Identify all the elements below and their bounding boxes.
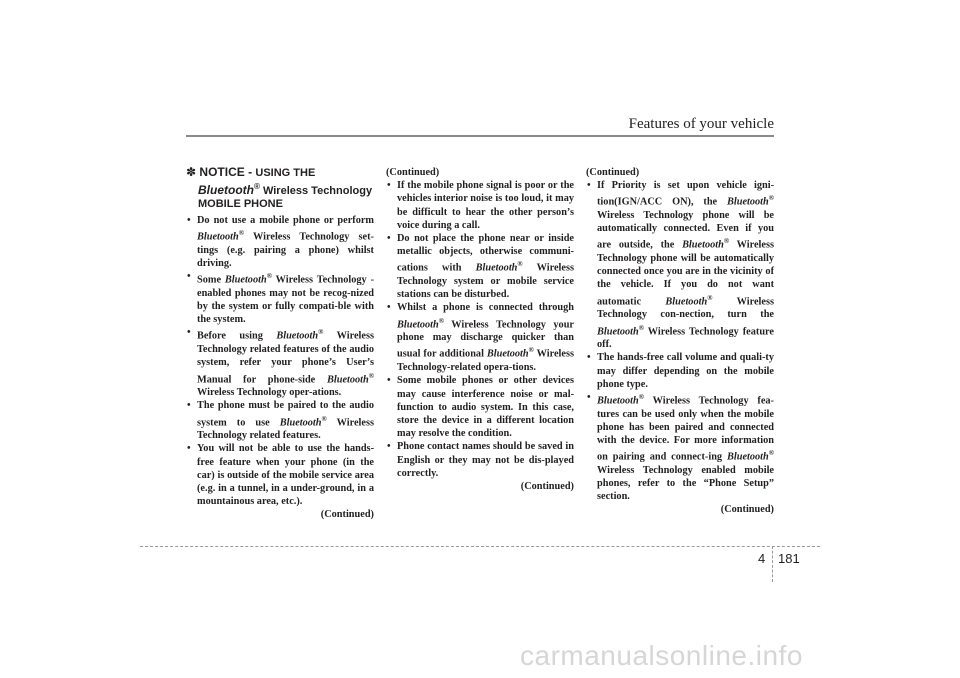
column-2 bbox=[386, 166, 574, 493]
list-item: • If Priority is set upon vehicle igni-tion(IGN/ACC ON), the Bluetooth® Wireless Technology phone will be automatically connected. Even if you are outside, the Bluetooth® Wireless Technology phone will be automatically connected once you are in the vicinity of the vehicle. If you do not want automatic Bluetooth® Wireless Technology con-nection, turn the Bluetooth® Wireless Technology feature off. bbox=[586, 179, 774, 351]
continued-head: (Continued) bbox=[586, 167, 640, 178]
list-item: • Bluetooth® Wireless Technology fea-tures can be used only when the mobile phone has been paired and connected with the device. For more information on pairing and connect-ing Bluetooth® Wireless Technology enabled mobile phones, refer to the “Phone Setup” section. bbox=[586, 391, 774, 503]
header-title: Features of your vehicle bbox=[628, 116, 774, 132]
list-item: • If the mobile phone signal is poor or the vehicles interior noise is too loud, it may be difficult to hear the other person’s voice during a call. bbox=[386, 179, 574, 232]
column-1 bbox=[186, 166, 374, 522]
list-item: • Some mobile phones or other devices may cause interference noise or mal-function to audio system. In this case, store the device in a different location may resolve the condition. bbox=[386, 374, 574, 440]
notice-subtitle-1: USING THE bbox=[255, 167, 316, 179]
chapter-number: 4 bbox=[758, 551, 766, 566]
watermark: carmanualsonline.info bbox=[520, 640, 803, 671]
continued-label: (Continued) bbox=[320, 509, 374, 521]
column-3 bbox=[586, 166, 774, 517]
notice-brand: Bluetooth bbox=[198, 183, 254, 197]
notice-subtitle-2: Wireless Technology bbox=[259, 185, 373, 197]
notice-list-3 bbox=[586, 179, 774, 503]
list-item: • Some Bluetooth® Wireless Technology -enabled phones may not be recog-nized by the system or fully compati-ble with the system. bbox=[186, 270, 374, 326]
list-item: • The hands-free call volume and quali-ty may differ depending on the mobile phone type. bbox=[586, 351, 774, 391]
notice-list-1 bbox=[186, 214, 374, 508]
notice-label: NOTICE - bbox=[199, 165, 256, 179]
list-item: • You will not be able to use the hands-free feature when your phone (in the car) is outside of the mobile service area (e.g. in a tunnel, in a under-ground, in a mountainous area, etc.). bbox=[186, 442, 374, 508]
notice-heading bbox=[186, 166, 374, 211]
list-item: • Do not use a mobile phone or perform Bluetooth® Wireless Technology set-tings (e.g. pairing a phone) whilst driving. bbox=[186, 214, 374, 270]
continued-head: (Continued) bbox=[386, 167, 440, 178]
continued-label: (Continued) bbox=[520, 480, 574, 492]
list-item: • Phone contact names should be saved in English or they may not be dis-played correctly. bbox=[386, 440, 574, 480]
notice-reg-mark: ® bbox=[254, 182, 260, 191]
footer-divider bbox=[772, 546, 773, 582]
footer-rule bbox=[140, 546, 820, 547]
list-item: • Before using Bluetooth® Wireless Technology related features of the audio system, refer your phone’s User’s Manual for phone-side Bluetooth® Wireless Technology oper-ations. bbox=[186, 326, 374, 399]
page-number: 181 bbox=[778, 551, 800, 566]
notice-star-icon: ✽ bbox=[186, 165, 197, 179]
header-rule bbox=[186, 135, 774, 137]
list-item: • The phone must be paired to the audio system to use Bluetooth® Wireless Technology related features. bbox=[186, 399, 374, 442]
list-item: • Do not place the phone near or inside metallic objects, otherwise communi-cations with Bluetooth® Wireless Technology system or mobile service stations can be disturbed. bbox=[386, 232, 574, 301]
notice-subtitle-3: MOBILE PHONE bbox=[198, 198, 283, 210]
notice-list-2 bbox=[386, 179, 574, 480]
continued-label: (Continued) bbox=[720, 504, 774, 516]
list-item: • Whilst a phone is connected through Bluetooth® Wireless Technology your phone may discharge quicker than usual for additional Bluetooth® Wireless Technology-related opera-tions. bbox=[386, 301, 574, 374]
